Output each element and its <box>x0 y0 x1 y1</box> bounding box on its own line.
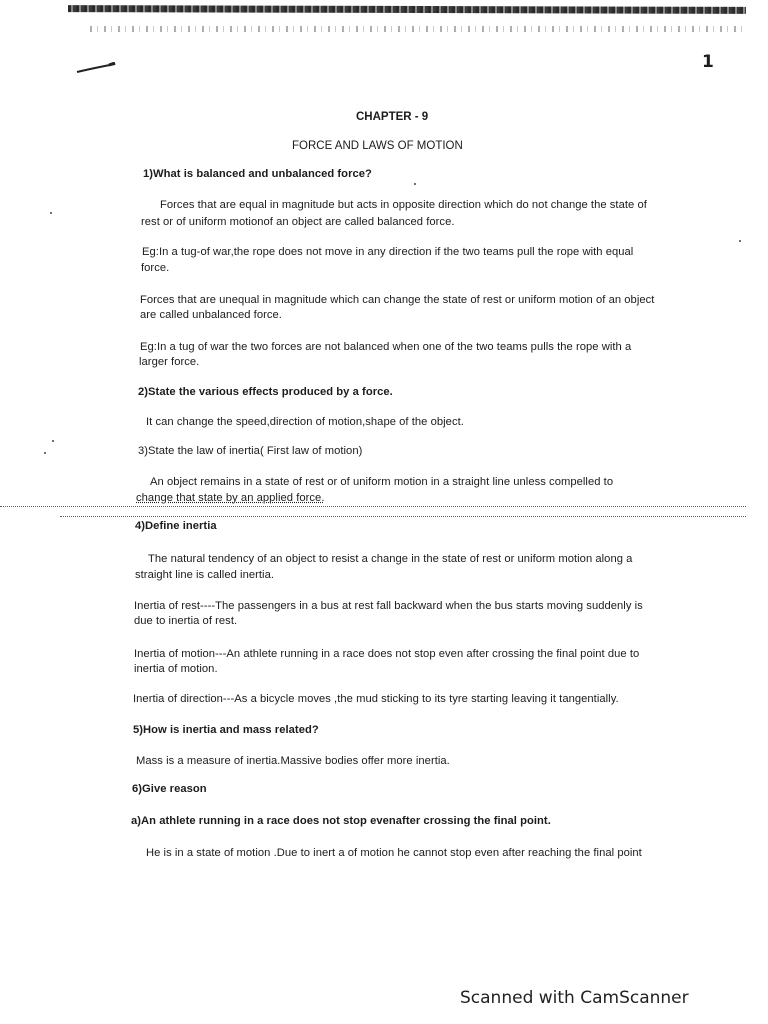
answer-4-line-1: The natural tendency of an object to resist a change in the state of rest or uniform motion along a <box>148 553 633 565</box>
scan-smudge-row <box>90 26 745 32</box>
chapter-title: FORCE AND LAWS OF MOTION <box>292 140 463 152</box>
speck <box>52 440 54 442</box>
answer-1-example-line-2: force. <box>141 262 170 274</box>
answer-1b-line-1: Forces that are unequal in magnitude which can change the state of rest or uniform motion of an object <box>140 294 655 306</box>
inertia-of-motion-line-2: inertia of motion. <box>134 663 218 675</box>
page-number: 1 <box>702 52 714 72</box>
question-6: 6)Give reason <box>132 783 207 795</box>
camscanner-watermark: Scanned with CamScanner <box>460 988 689 1008</box>
pen-mark <box>76 62 116 74</box>
question-1: 1)What is balanced and unbalanced force? <box>143 168 372 180</box>
answer-4-line-2: straight line is called inertia. <box>135 569 275 581</box>
inertia-of-rest-line-1: Inertia of rest----The passengers in a bus at rest fall backward when the bus starts moving suddenly is <box>134 600 643 612</box>
answer-1-example-line-1: Eg:In a tug-of war,the rope does not move in any direction if the two teams pull the rope with equal <box>142 246 634 258</box>
question-3: 3)State the law of inertia( First law of motion) <box>138 445 363 457</box>
answer-6a: He is in a state of motion .Due to inert a of motion he cannot stop even after reaching the final point <box>146 847 642 859</box>
answer-5: Mass is a measure of inertia.Massive bodies offer more inertia. <box>136 755 450 767</box>
speck <box>44 452 46 454</box>
inertia-of-rest-line-2: due to inertia of rest. <box>134 615 238 627</box>
answer-1b-line-2: are called unbalanced force. <box>140 309 282 321</box>
inertia-of-motion-line-1: Inertia of motion---An athlete running in a race does not stop even after crossing the final point due to <box>134 648 640 660</box>
fold-line-1 <box>0 506 746 507</box>
scan-edge-band <box>68 5 746 14</box>
answer-1-line-1: Forces that are equal in magnitude but acts in opposite direction which do not change the state of <box>160 199 647 211</box>
question-5: 5)How is inertia and mass related? <box>133 724 319 736</box>
speck <box>50 212 52 214</box>
question-6a: a)An athlete running in a race does not stop evenafter crossing the final point. <box>131 815 551 827</box>
answer-3-line-2: change that state by an applied force. <box>136 492 325 504</box>
answer-1b-example-line-2: larger force. <box>139 356 200 368</box>
speck <box>739 240 741 242</box>
inertia-of-direction: Inertia of direction---As a bicycle moves ,the mud sticking to its tyre starting leaving it tangentially. <box>133 693 619 705</box>
answer-1b-example-line-1: Eg:In a tug of war the two forces are not balanced when one of the two teams pulls the rope with a <box>140 341 632 353</box>
chapter-heading: CHAPTER - 9 <box>356 111 429 123</box>
answer-2: It can change the speed,direction of motion,shape of the object. <box>146 416 464 428</box>
fold-line-2 <box>60 516 746 517</box>
answer-3-line-1: An object remains in a state of rest or of uniform motion in a straight line unless compelled to <box>150 476 614 488</box>
question-4: 4)Define inertia <box>135 520 217 532</box>
question-2: 2)State the various effects produced by a force. <box>138 386 393 398</box>
speck <box>414 183 416 185</box>
answer-1-line-2: rest or of uniform motionof an object are called balanced force. <box>141 216 455 228</box>
